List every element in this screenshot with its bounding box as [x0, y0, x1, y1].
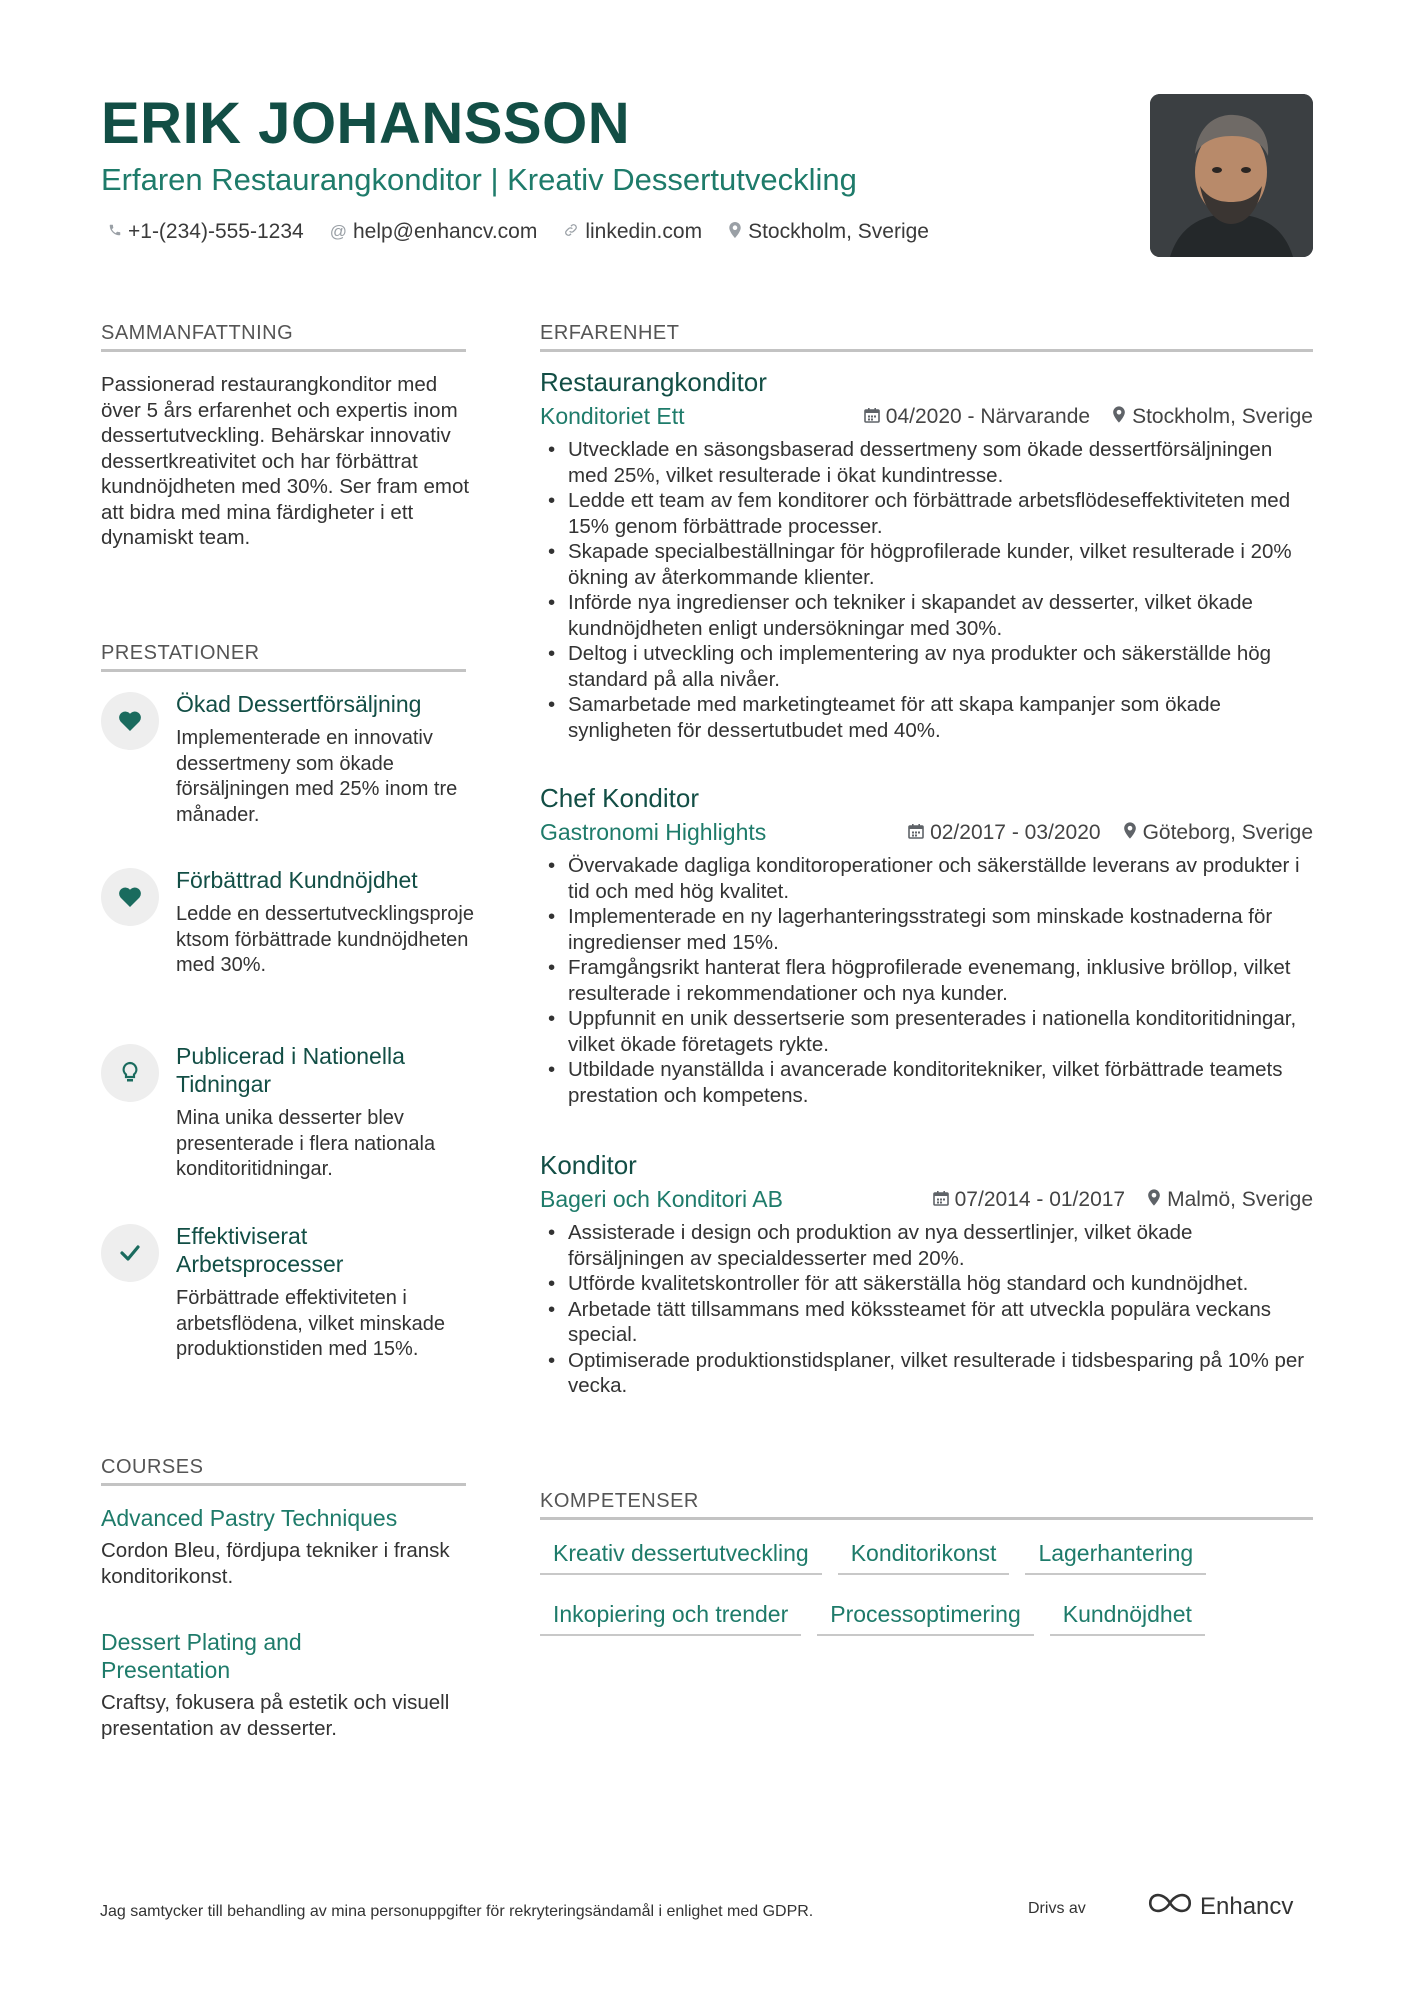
- job-location-text: Göteborg, Sverige: [1142, 821, 1313, 844]
- course-item: [101, 1628, 450, 1741]
- experience-heading: ERFARENHET: [540, 322, 1313, 352]
- phone-text: +1-(234)-555-1234: [128, 220, 304, 243]
- achievement-title: Effektiviserat Arbetsprocesser: [176, 1223, 344, 1277]
- location-pin-icon: [1147, 1189, 1161, 1211]
- calendar-icon: [864, 407, 880, 428]
- summary-heading: SAMMANFATTNING: [101, 322, 466, 352]
- job-entry: [540, 1150, 1313, 1399]
- email-text: help@enhancv.com: [352, 220, 538, 243]
- summary-text: Passionerad restaurangkonditor med över 5 års erfarenhet och expertis inom dessertutveckling. Behärskar innovativ dessertkreativitet och har förbättrat kundnöjdheten med 30%. Ser fram emot att bidra med mina färdigheter i ett dynamiskt team.: [101, 373, 470, 549]
- contact-location: [728, 220, 929, 244]
- profile-photo: [1150, 94, 1313, 257]
- company-name: Konditoriet Ett: [540, 403, 685, 429]
- job-bullet: • Optimiserade produktionstidsplaner, vilket resulterade i tidsbesparing på 10% per vecka.: [540, 1348, 1313, 1399]
- checkmark-icon: [101, 1224, 159, 1282]
- job-dates-text: 02/2017 - 03/2020: [930, 821, 1101, 844]
- job-location: [1123, 821, 1313, 845]
- job-location-text: Malmö, Sverige: [1167, 1188, 1313, 1211]
- achievement-title: Ökad Dessertförsäljning: [176, 691, 422, 717]
- job-bullet: • Ledde ett team av fem konditorer och förbättrade arbetsflödeseffektiviteten med 15% genom förbättrade processer.: [540, 488, 1313, 539]
- calendar-icon: [933, 1190, 949, 1211]
- lightbulb-icon: [101, 1044, 159, 1102]
- job-bullets: [540, 853, 1313, 1108]
- achievement-item: [101, 1042, 471, 1192]
- powered-by-label: Drivs av: [1028, 1900, 1086, 1917]
- location-pin-icon: [728, 222, 742, 243]
- job-meta-row: [540, 403, 1313, 437]
- infinity-logo-icon: [1146, 1891, 1194, 1922]
- job-dates-text: 04/2020 - Närvarande: [885, 405, 1091, 428]
- achievements-heading: PRESTATIONER: [101, 642, 466, 672]
- job-bullet: • Skapade specialbeställningar för högprofilerade kunder, vilket resulterade i 20% ökning av återkommande klienter.: [540, 539, 1313, 590]
- skill-tag: Lagerhantering: [1025, 1540, 1206, 1575]
- job-meta: [908, 821, 1313, 845]
- heart-icon: [101, 868, 159, 926]
- brand-name: Enhancv: [1200, 1892, 1294, 1920]
- contact-linkedin[interactable]: [563, 220, 702, 244]
- job-dates: [864, 405, 1090, 429]
- job-entry: [540, 783, 1313, 1108]
- job-meta-row: [540, 819, 1313, 853]
- course-title: Advanced Pastry Techniques: [101, 1505, 398, 1531]
- contact-phone[interactable]: [108, 220, 304, 244]
- job-bullet: • Assisterade i design och produktion av nya dessertlinjer, vilket ökade försäljningen av specialdesserter med 20%.: [540, 1220, 1313, 1271]
- job-dates: [933, 1188, 1125, 1212]
- achievement-title: Förbättrad Kundnöjdhet: [176, 867, 418, 893]
- skill-tag: Kreativ dessertutveckling: [540, 1540, 822, 1575]
- contact-bar: [108, 220, 929, 244]
- achievement-desc: Ledde en dessertutvecklingsprojektsom förbättrade kundnöjdheten med 30%.: [176, 903, 474, 976]
- courses-heading: COURSES: [101, 1456, 466, 1486]
- job-bullets: [540, 437, 1313, 743]
- job-meta-row: [540, 1186, 1313, 1220]
- job-bullet: • Deltog i utveckling och implementering av nya produkter och säkerställde hög standard på alla nivåer.: [540, 641, 1313, 692]
- job-bullet: • Utbildade nyanställda i avancerade konditoritekniker, vilket förbättrade teamets prestation och kompetens.: [540, 1057, 1313, 1108]
- job-location-text: Stockholm, Sverige: [1132, 405, 1313, 428]
- skills-list: [540, 1540, 1313, 1636]
- achievement-desc: Implementerade en innovativ dessertmeny som ökade försäljningen med 25% inom tre månader.: [176, 727, 458, 826]
- job-bullet: • Uppfunnit en unik dessertserie som presenterades i nationella konditoritidningar, vilket ökade företagets rykte.: [540, 1006, 1313, 1057]
- job-location: [1112, 405, 1313, 429]
- job-bullet: • Framgångsrikt hanterat flera högprofilerade evenemang, inklusive bröllop, vilket resulterade i rekommendationer och nya kunder.: [540, 955, 1313, 1006]
- course-title: Dessert Plating and Presentation: [101, 1629, 302, 1683]
- at-icon: @: [329, 222, 347, 241]
- skill-tag: Inkopiering och trender: [540, 1601, 801, 1636]
- job-bullet: • Samarbetade med marketingteamet för att skapa kampanjer som ökade synligheten för dessertutbudet med 40%.: [540, 692, 1313, 743]
- company-name: Bageri och Konditori AB: [540, 1186, 783, 1212]
- job-title: Konditor: [540, 1150, 637, 1180]
- linkedin-text: linkedin.com: [585, 220, 703, 243]
- job-bullet: • Implementerade en ny lagerhanteringsstrategi som minskade kostnaderna för ingredienser med 15%.: [540, 904, 1313, 955]
- job-location: [1147, 1188, 1313, 1212]
- heart-icon: [101, 692, 159, 750]
- job-dates: [908, 821, 1100, 845]
- skill-tag: Processoptimering: [817, 1601, 1033, 1636]
- job-dates-text: 07/2014 - 01/2017: [954, 1188, 1126, 1211]
- achievement-item: [101, 1222, 471, 1392]
- enhancv-logo[interactable]: [1146, 1891, 1293, 1922]
- skills-heading: KOMPETENSER: [540, 1490, 1313, 1520]
- course-desc: Craftsy, fokusera på estetik och visuell presentation av desserter.: [101, 1691, 450, 1740]
- location-pin-icon: [1123, 822, 1137, 844]
- phone-icon: [108, 222, 122, 242]
- job-bullets: [540, 1220, 1313, 1399]
- contact-email[interactable]: [330, 220, 538, 244]
- course-desc: Cordon Bleu, fördjupa tekniker i fransk konditorikonst.: [101, 1539, 450, 1588]
- job-bullet: • Införde nya ingredienser och tekniker i skapandet av desserter, vilket ökade kundnöjdheten enligt undersökningar med 30%.: [540, 590, 1313, 641]
- location-text: Stockholm, Sverige: [748, 220, 929, 243]
- job-bullet: • Övervakade dagliga konditoroperationer och säkerställde leverans av produkter i tid och med hög kvalitet.: [540, 853, 1313, 904]
- link-icon: [563, 222, 579, 243]
- calendar-icon: [908, 823, 924, 844]
- candidate-name: ERIK JOHANSSON: [101, 91, 631, 156]
- job-title: Restaurangkonditor: [540, 367, 767, 397]
- job-bullet: • Utvecklade en säsongsbaserad dessertmeny som ökade dessertförsäljningen med 25%, vilket resulterade i ökat kundintresse.: [540, 437, 1313, 488]
- job-bullet: • Arbetade tätt tillsammans med kökssteamet för att utveckla populära veckans special.: [540, 1297, 1313, 1348]
- location-pin-icon: [1112, 406, 1126, 428]
- job-entry: [540, 367, 1313, 743]
- achievement-desc: Mina unika desserter blev presenterade i flera nationala konditoritidningar.: [176, 1107, 436, 1180]
- company-name: Gastronomi Highlights: [540, 819, 767, 845]
- candidate-headline: Erfaren Restaurangkonditor | Kreativ Dessertutveckling: [101, 162, 857, 197]
- achievement-desc: Förbättrade effektiviteten i arbetsflödena, vilket minskade produktionstiden med 15%.: [176, 1287, 446, 1360]
- job-meta: [864, 405, 1313, 429]
- skill-tag: Kundnöjdhet: [1050, 1601, 1205, 1636]
- course-item: [101, 1504, 471, 1589]
- job-bullet: • Utförde kvalitetskontroller för att säkerställa hög standard och kundnöjdhet.: [540, 1271, 1313, 1297]
- skill-tag: Konditorikonst: [838, 1540, 1010, 1575]
- achievement-item: [101, 690, 471, 840]
- achievement-item: [101, 866, 474, 1016]
- job-title: Chef Konditor: [540, 783, 699, 813]
- achievement-title: Publicerad i Nationella Tidningar: [176, 1043, 405, 1097]
- job-meta: [933, 1188, 1313, 1212]
- gdpr-consent: Jag samtycker till behandling av mina personuppgifter för rekryteringsändamål i enlighet med GDPR.: [100, 1903, 814, 1920]
